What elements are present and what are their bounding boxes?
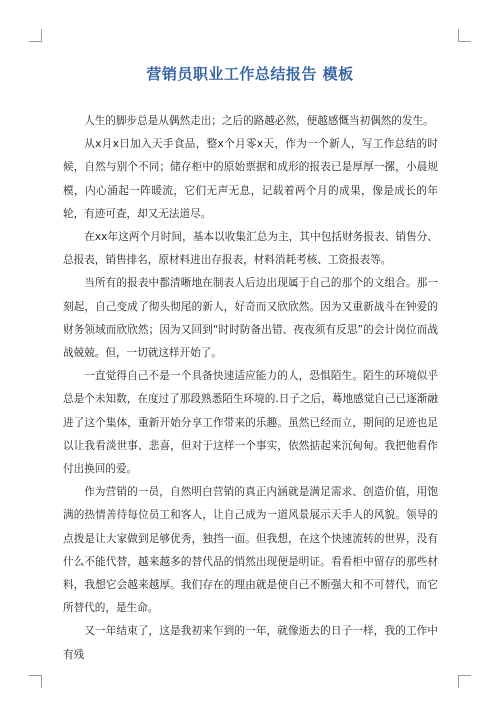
paragraph: 人生的脚步总是从偶然走出；之后的路越必然，便越感慨当初偶然的发生。 [84, 115, 434, 127]
paragraph: 一直觉得自己不是一个具备快速适应能力的人，恐惧陌生。陌生的环境似乎总是个未知数，在度过了那段熟悉陌生环境的.日子之后，蓦地感觉自己已逐渐融进了这个集体，重新开始分享工作带来的乐趣。虽然已经而立，期间的足迹也足以让我看淡世事、悲喜，但对于这样一个事实，依然掂起来沉甸甸。我把他看作付出换回的爱。 [63, 370, 438, 476]
crop-mark-bottom-left [29, 675, 42, 688]
crop-mark-bottom-right [458, 675, 471, 688]
document-body [63, 110, 438, 667]
paragraph: 作为营销的一员，自然明白营销的真正内涵就是满足需求、创造价值，用饱满的热情善待每位员工和客人，让自己成为一道风景展示天手人的风貌。领导的点拨是让大家做到足够优秀，独挡一面。但我想，在这个快速流转的世界，没有什么不能代替，越来越多的替代品的悄然出现便是明证。看看柜中留存的那些材料，我想它会越来越厚。我们存在的理由就是使自己不断强大和不可替代，而它所替代的，是生命。 [63, 486, 438, 615]
crop-mark-top-left [29, 29, 42, 42]
crop-mark-top-right [458, 29, 471, 42]
paragraph: 在xx年这两个月时间，基本以收集汇总为主，其中包括财务报表、销售分、总报表，销售排名，原材料进出存报表，材料消耗考核、工资报表等。 [63, 231, 438, 267]
paragraph: 从x月x日加入天手食品，整x个月零x天，作为一个新人，写工作总结的时候，自然与别个不同；储存柜中的原始票据和成形的报表已是厚厚一摞，小晨规模，内心涌起一阵暖流，它们无声无息，记载着两个月的成果，像是成长的年轮，有迹可查，却又无法道尽。 [63, 138, 438, 220]
paragraph: 又一年结束了，这是我初来乍到的一年，就像逝去的日子一样，我的工作中有残 [63, 625, 438, 661]
document-title: 营销员职业工作总结报告 模板 [146, 65, 354, 83]
paragraph: 当所有的报表中都清晰地在制表人后边出现属于自己的那个的文组合。那一刻起，自己变成了彻头彻尾的新人，好奇而又欣欣然。因为又重新战斗在钟爱的财务领域而欣欣然；因为又回到“时时防备出错、夜夜须有反思”的会计岗位而战战兢兢。但，一切就这样开始了。 [63, 277, 438, 360]
